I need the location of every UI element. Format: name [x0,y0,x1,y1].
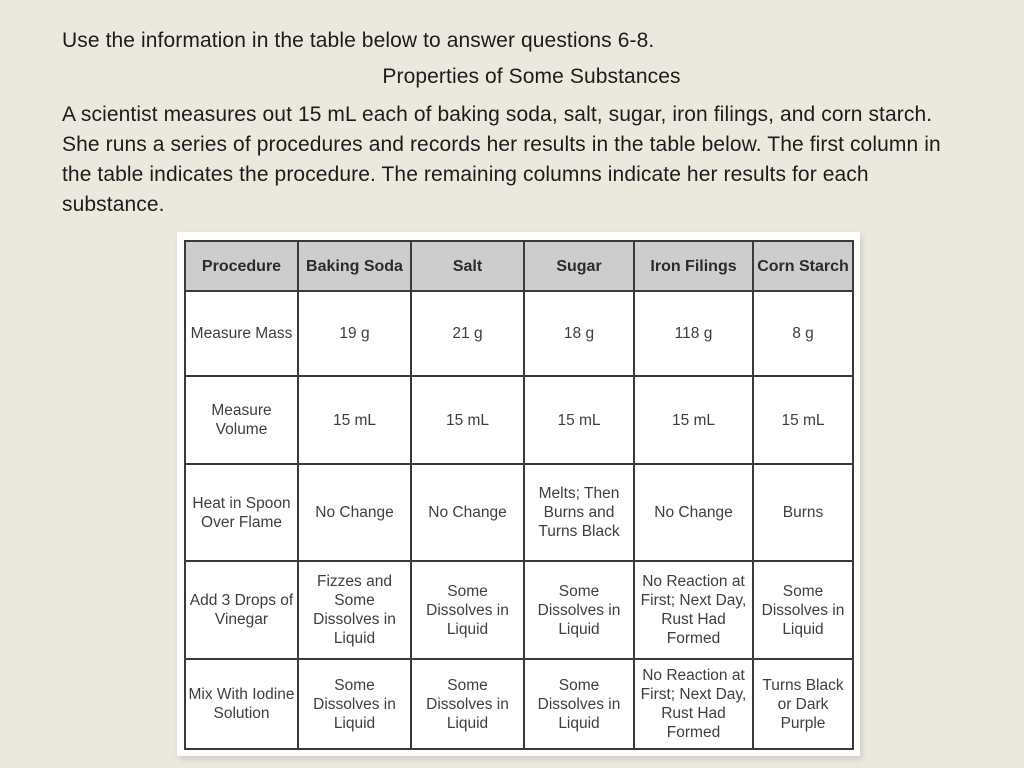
description-paragraph: A scientist measures out 15 mL each of baking soda, salt, sugar, iron filings, and corn starch. She runs a series of procedures and records her results in the table below. The first column in the table indicates the procedure. The remaining columns indicate her results for each substance. [62,103,941,216]
column-header-iron-filings: Iron Filings [634,241,753,291]
table-cell: Some Dissolves in Liquid [411,561,524,659]
column-header-corn-starch: Corn Starch [753,241,853,291]
table-cell: 18 g [524,291,634,376]
table-cell: No Change [411,464,524,561]
table-cell: 15 mL [753,376,853,464]
table-cell: 15 mL [634,376,753,464]
table-cell: 118 g [634,291,753,376]
row-label: Mix With Iodine Solution [185,659,298,749]
column-header-procedure: Procedure [185,241,298,291]
table-cell: No Change [634,464,753,561]
table-cell: Fizzes and Some Dissolves in Liquid [298,561,411,659]
table-row [185,291,853,376]
column-header-salt: Salt [411,241,524,291]
table-body [185,291,853,749]
column-header-baking-soda: Baking Soda [298,241,411,291]
table-panel [177,232,860,756]
table-header-row [185,241,853,291]
table-cell: Some Dissolves in Liquid [524,659,634,749]
table-row [185,464,853,561]
table-cell: 21 g [411,291,524,376]
table-cell: 15 mL [298,376,411,464]
table-cell: Some Dissolves in Liquid [298,659,411,749]
table-cell: 15 mL [524,376,634,464]
table-cell: No Reaction at First; Next Day, Rust Had Formed [634,561,753,659]
properties-table [184,240,854,750]
table-cell: Burns [753,464,853,561]
table-row [185,659,853,749]
table-cell: No Change [298,464,411,561]
row-label: Heat in Spoon Over Flame [185,464,298,561]
table-cell: Some Dissolves in Liquid [753,561,853,659]
question-prompt: Use the information in the table below to answer questions 6-8. [62,29,655,52]
table-cell: Melts; Then Burns and Turns Black [524,464,634,561]
table-row [185,561,853,659]
table-cell: Turns Black or Dark Purple [753,659,853,749]
slide-text-block [62,26,967,220]
table-title: Properties of Some Substances [382,65,681,88]
table-cell: 15 mL [411,376,524,464]
table-row [185,376,853,464]
column-header-sugar: Sugar [524,241,634,291]
row-label: Measure Volume [185,376,298,464]
row-label: Add 3 Drops of Vinegar [185,561,298,659]
row-label: Measure Mass [185,291,298,376]
table-cell: Some Dissolves in Liquid [411,659,524,749]
table-cell: 19 g [298,291,411,376]
table-cell: Some Dissolves in Liquid [524,561,634,659]
table-cell: No Reaction at First; Next Day, Rust Had Formed [634,659,753,749]
table-cell: 8 g [753,291,853,376]
